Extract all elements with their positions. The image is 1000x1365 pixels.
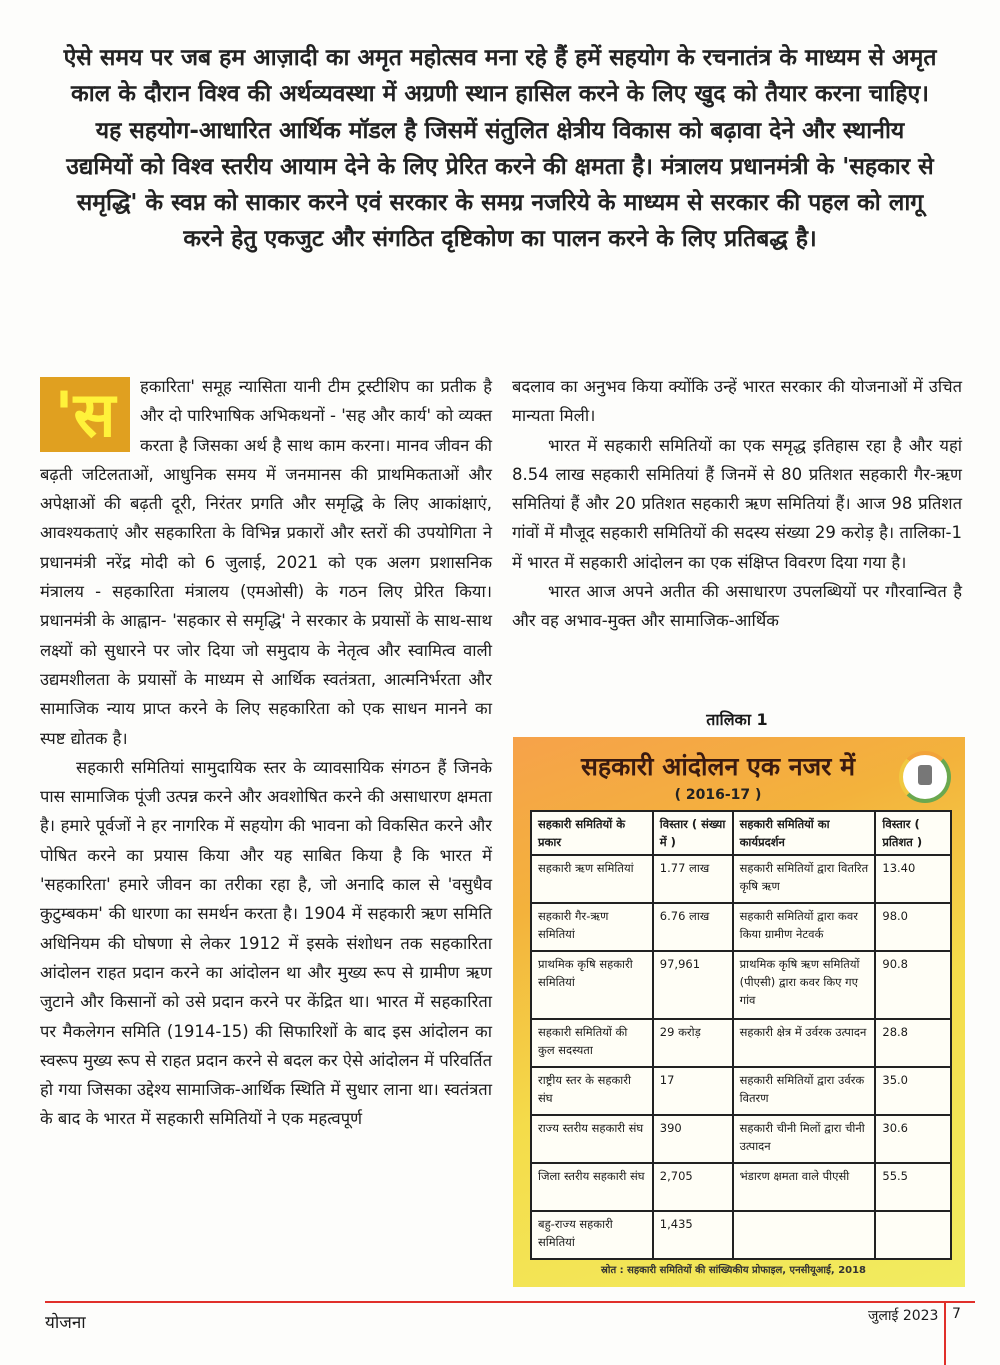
table-cell: भंडारण क्षमता वाले पीएसी bbox=[733, 1163, 876, 1211]
table-caption: तालिका 1 bbox=[706, 710, 768, 729]
footer-vertical-divider bbox=[944, 1301, 946, 1365]
table-cell: 13.40 bbox=[875, 855, 951, 903]
table-cell: सहकारी ऋण समितियां bbox=[531, 855, 653, 903]
table-header-row bbox=[531, 811, 951, 855]
table-row bbox=[531, 903, 951, 951]
table-cell: 390 bbox=[653, 1115, 733, 1163]
table-row bbox=[531, 1115, 951, 1163]
drop-cap: 'स bbox=[40, 377, 130, 452]
paragraph: भारत आज अपने अतीत की असाधारण उपलब्धियों पर गौरवान्वित है और वह अभाव-मुक्त और सामाजिक-आर्थिक bbox=[512, 582, 962, 631]
intro-highlight: ऐसे समय पर जब हम आज़ादी का अमृत महोत्सव मना रहे हैं हमें सहयोग के रचनातंत्र के माध्यम से अमृत काल के दौरान विश्व की अर्थव्यवस्था में अग्रणी स्थान हासिल करने के लिए खुद को तैयार करना चाहिए। यह सहयोग-आधारित आर्थिक मॉडल है जिसमें संतुलित क्षेत्रीय विकास को बढ़ावा देने और स्थानीय उद्यमियों को विश्व स्तरीय आयाम देने के लिए प्रेरित करने की क्षमता है। मंत्रालय प्रधानमंत्री के 'सहकार से समृद्धि' के स्वप्न को साकार करने एवं सरकार के समग्र नजरिये के माध्यम से सरकार की पहल को लागू करने हेतु एकजुट और संगठित दृष्टिकोण का पालन करने के लिए प्रतिबद्ध है। bbox=[63, 45, 937, 253]
table-cell: 1.77 लाख bbox=[653, 855, 733, 903]
table-cell: 6.76 लाख bbox=[653, 903, 733, 951]
table-subtitle: ( 2016-17 ) bbox=[674, 787, 762, 803]
ministry-emblem-icon bbox=[899, 751, 951, 803]
table-cell: सहकारी समितियों द्वारा वितरित कृषि ऋण bbox=[733, 855, 876, 903]
paragraph: हकारिता' समूह न्यासिता यानी टीम ट्रस्टीशिप का प्रतीक है और दो पारिभाषिक अभिकथनों - 'सह और कार्य' को व्यक्त करता है जिसका अर्थ है साथ काम करना। मानव जीवन की बढ़ती जटिलताओं, आधुनिक समय में जनमानस की प्राथमिकताओं और अपेक्षाओं की बढ़ती दूरी, निरंतर प्रगति और समृद्धि के लिए आकांक्षाएं, आवश्यकताएं और सहकारिता के विभिन्न प्रकारों और स्तरों की उपयोगिता ने प्रधानमंत्री नरेंद्र मोदी को 6 जुलाई, 2021 को एक अलग प्रशासनिक मंत्रालय - सहकारिता मंत्रालय (एमओसी) के गठन लिए प्रेरित किया। प्रधानमंत्री के आह्वान- 'सहकार से समृद्धि' ने सरकार के प्रयासों के साथ-साथ लक्ष्यों को सुधारने पर जोर दिया जो समुदाय के नेतृत्व और स्वामित्व वाली उद्यमशीलता के प्रयासों के माध्यम से आर्थिक स्वतंत्रता, आत्मनिर्भरता और सामाजिक न्याय प्राप्त करने के लिए सहकारिता को एक साधन मानने का स्पष्ट द्योतक है। bbox=[40, 377, 492, 748]
table-cell: 28.8 bbox=[875, 1019, 951, 1067]
table-source: स्रोत : सहकारी समितियों की सांख्यिकीय प्रोफाइल, एनसीयूआई, 2018 bbox=[601, 1265, 867, 1276]
table-cell: सहकारी क्षेत्र में उर्वरक उत्पादन bbox=[733, 1019, 876, 1067]
table-cell bbox=[733, 1211, 876, 1259]
article-right-column bbox=[512, 372, 962, 636]
table-cell: 97,961 bbox=[653, 951, 733, 1019]
cooperative-table bbox=[530, 810, 952, 1260]
issue-date: जुलाई 2023 bbox=[868, 1308, 939, 1324]
table-cell: 1,435 bbox=[653, 1211, 733, 1259]
article-left-column bbox=[40, 372, 492, 1134]
footer-divider bbox=[45, 1301, 975, 1303]
table-row bbox=[531, 1211, 951, 1259]
column-header: सहकारी समितियों का कार्यप्रदर्शन bbox=[733, 811, 876, 855]
paragraph: भारत में सहकारी समितियों का एक समृद्ध इतिहास रहा है और यहां 8.54 लाख सहकारी समितियां हैं जिनमें से 80 प्रतिशत सहकारी गैर-ऋण समितियां हैं और 20 प्रतिशत सहकारी ऋण समितियां हैं। आज 98 प्रतिशत गांवों में मौजूद सहकारी समितियों की सदस्य संख्या 29 करोड़ है। तालिका-1 में भारत में सहकारी आंदोलन का एक संक्षिप्त विवरण दिया गया है। bbox=[512, 435, 962, 572]
table-cell: राष्ट्रीय स्तर के सहकारी संघ bbox=[531, 1067, 653, 1115]
column-header: विस्तार ( संख्या में ) bbox=[653, 811, 733, 855]
table-cell: 55.5 bbox=[875, 1163, 951, 1211]
table-cell: सहकारी समितियों की कुल सदस्यता bbox=[531, 1019, 653, 1067]
table-cell bbox=[875, 1211, 951, 1259]
magazine-name: योजना bbox=[45, 1313, 86, 1333]
table-cell: 98.0 bbox=[875, 903, 951, 951]
paragraph: सहकारी समितियां सामुदायिक स्तर के व्यावसायिक संगठन हैं जिनके पास सामाजिक पूंजी उत्पन्न करने और अवशोषित करने की असाधारण क्षमता है। हमारे पूर्वजों ने हर नागरिक में सहयोग की भावना को विकसित करने और पोषित करने का प्रयास किया और यह साबित किया है कि भारत में 'सहकारिता' हमारे जीवन का तरीका रहा है, जो अनादि काल से 'वसुधैव कुटुम्बकम' की धारणा का समर्थन करता है। 1904 में सहकारी ऋण समिति अधिनियम की घोषणा से लेकर 1912 में इसके संशोधन तक सहकारिता आंदोलन राहत प्रदान करने का आंदोलन था और मुख्य रूप से ग्रामीण ऋण जुटाने और किसानों को उसे प्रदान करने पर केंद्रित था। भारत में सहकारिता पर मैकलेगन समिति (1914-15) की सिफारिशों के बाद इस आंदोलन का स्वरूप मुख्य रूप से राहत प्रदान करने से बदल कर ऐसे आंदोलन में परिवर्तित हो गया जिसका उद्देश्य सामाजिक-आर्थिक स्थिति में सुधार लाना था। स्वतंत्रता के बाद के भारत में सहकारी समितियों ने एक महत्वपूर्ण bbox=[40, 757, 492, 1129]
table-row bbox=[531, 855, 951, 903]
table-cell: सहकारी गैर-ऋण समितियां bbox=[531, 903, 653, 951]
table-cell: सहकारी समितियों द्वारा उर्वरक वितरण bbox=[733, 1067, 876, 1115]
table-cell: 17 bbox=[653, 1067, 733, 1115]
column-header: सहकारी समितियों के प्रकार bbox=[531, 811, 653, 855]
table-cell: प्राथमिक कृषि सहकारी समितियां bbox=[531, 951, 653, 1019]
table-cell: 35.0 bbox=[875, 1067, 951, 1115]
table-cell: 29 करोड़ bbox=[653, 1019, 733, 1067]
table-cell: जिला स्तरीय सहकारी संघ bbox=[531, 1163, 653, 1211]
table-cell: बहु-राज्य सहकारी समितियां bbox=[531, 1211, 653, 1259]
table-cell: सहकारी चीनी मिलों द्वारा चीनी उत्पादन bbox=[733, 1115, 876, 1163]
table-title: सहकारी आंदोलन एक नजर में bbox=[580, 752, 856, 781]
table-cell: राज्य स्तरीय सहकारी संघ bbox=[531, 1115, 653, 1163]
table-cell: प्राथमिक कृषि ऋण समितियों (पीएसी) द्वारा कवर किए गए गांव bbox=[733, 951, 876, 1019]
table-cell: सहकारी समितियों द्वारा कवर किया ग्रामीण नेटवर्क bbox=[733, 903, 876, 951]
column-header: विस्तार ( प्रतिशत ) bbox=[875, 811, 951, 855]
table-infographic bbox=[513, 737, 965, 1287]
table-row bbox=[531, 951, 951, 1019]
table-cell: 2,705 bbox=[653, 1163, 733, 1211]
table-row bbox=[531, 1019, 951, 1067]
paragraph: बदलाव का अनुभव किया क्योंकि उन्हें भारत सरकार की योजनाओं में उचित मान्यता मिली। bbox=[512, 377, 962, 426]
table-row bbox=[531, 1067, 951, 1115]
page-number: 7 bbox=[952, 1306, 961, 1322]
table-row bbox=[531, 1163, 951, 1211]
table-cell: 30.6 bbox=[875, 1115, 951, 1163]
table-cell: 90.8 bbox=[875, 951, 951, 1019]
